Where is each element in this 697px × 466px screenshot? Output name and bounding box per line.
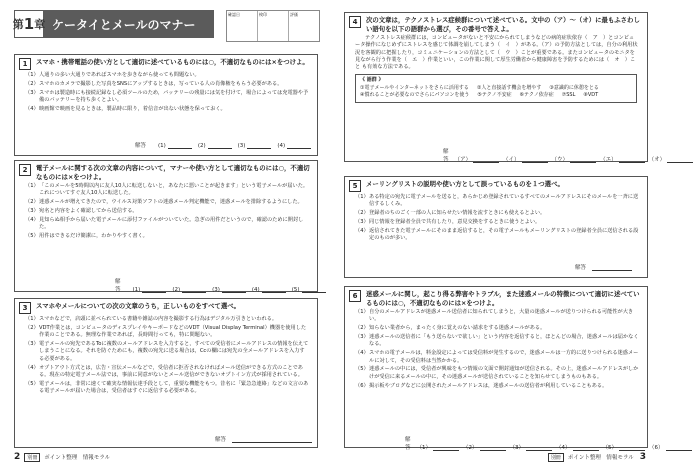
word-option: ②人と直接話す機会を増やす	[476, 84, 542, 91]
answer-label: 解答	[575, 265, 587, 271]
question-prompt: 電子メールに関する次の文章の内容について，マナーや使い方として適切なものには○，不適切なものには×をつけよ。	[36, 164, 310, 181]
list-item: （5） 迷惑メールの中には，受信者が興味をもつ情報の文面で開封通知が送信される。その上，迷惑メールアドレスがしかけが受信に来るメールの中に，その迷惑メールが送信されていることを知らせてしまうものもある。	[355, 366, 639, 380]
footer-label: ポイント整理 情報モラル	[44, 455, 111, 461]
page-footer	[544, 452, 646, 462]
question-prompt: スマホやメールについての次の文章のうち，正しいものをすべて選べ。	[36, 302, 240, 310]
answer-field[interactable]	[573, 443, 599, 451]
chapter-badge	[14, 10, 44, 38]
list-item: （2） VDT作業とは，コンピュータのディスプレイやキーボードなどのVDT（Visual Display Terminal）機器を使用した作業のことである。無理な作業であれば，長時間行っても，特に問題ない。	[25, 324, 307, 339]
answer-field[interactable]	[208, 141, 232, 149]
list-item: （4） オプトアウト方式とは，広告・宣伝メールなどで，受信者に拒否されなければメール送信ができる方式のことである。現在の特定電子メール法では，事前に同意がないとメール送信ができないオプトイン方式が採用されている。	[25, 364, 303, 378]
answer-row	[575, 263, 632, 271]
footer-tag: 別冊	[548, 453, 564, 462]
question-number: 2	[19, 164, 31, 176]
answer-field[interactable]	[433, 443, 459, 451]
list-item: （6） 掲示板やブログなどに公開されたメールアドレスは，迷惑メールの送信者が利用していることもある。	[355, 382, 608, 389]
stamp-cell: 検印	[258, 11, 289, 41]
footer-label: ポイント整理 情報モラル	[567, 455, 634, 461]
answer-label: 解答	[135, 143, 147, 149]
question-5	[344, 176, 648, 278]
check-box	[226, 10, 320, 42]
list-item: （3） 電子メールの宛先であるToに複数のメールアドレスを入力すると，すべての受信者にメールアドレスの情報を伝えてしまうことになる。それを防ぐためにも，複数の宛先に送る場合は，Ccの欄には宛先の全メールアドレスを入力する必要がある。	[25, 341, 309, 362]
answer-row: 解答 （ア） （イ） （ウ） （エ） （オ）	[443, 147, 697, 163]
list-item: （4） スマホの電子メールは，料金設定によっては受信料が発生するので，迷惑メールは一方的に送りつけられる迷惑メールに対して，その受信料は当然かかる。	[355, 350, 639, 364]
answer-field[interactable]	[473, 155, 499, 163]
answer-label: 解答	[215, 437, 227, 443]
chapter-number: 1	[23, 15, 35, 33]
answer-field[interactable]	[522, 155, 548, 163]
list-item: （1） スマホなどで，店頭に並べられている書籍や雑誌の内容を撮影する行為はデジタル万引きといわれる。	[25, 316, 278, 322]
answer-row: 解答 （1） （2） （3） （4） （5） （6）	[405, 435, 696, 451]
word-group	[355, 74, 637, 103]
list-item: （4） 見知らぬ相手から届いた電子メールに添付ファイルがついていた。急ぎの用件だというので，確認のために開封した。	[25, 216, 304, 231]
answer-field[interactable]	[247, 141, 271, 149]
answer-field[interactable]	[142, 285, 166, 293]
list-item: （2） 迷惑メールが増えてきたので，ウイルス対策ソフトの迷惑メール判定機能で，迷惑メールを排除するようにした。	[25, 199, 303, 206]
list-item: （1） 人通りの多い大通りであればスマホを歩きながら使っても問題ない。	[25, 72, 200, 78]
answer-field[interactable]	[570, 155, 596, 163]
word-option: ⑧VDT	[583, 92, 599, 99]
answer-label: 解答	[115, 279, 121, 293]
answer-field[interactable]	[619, 155, 645, 163]
answer-field[interactable]	[480, 443, 506, 451]
answer-field[interactable]	[168, 141, 192, 149]
question-1	[14, 54, 318, 156]
answer-field[interactable]	[222, 285, 246, 293]
list-item: （5） 電子メールは，非常に速くて確実な情報伝達手段として，重要な機能をもつ。昔名に「緊急急連絡」などの文言のある電子メールが届いた場合は，受信者はすぐに返信する必要がある。	[25, 380, 309, 395]
answer-field[interactable]	[592, 263, 632, 271]
answer-field[interactable]	[232, 435, 312, 443]
question-4	[344, 12, 666, 163]
answer-label: 解答	[405, 437, 411, 451]
word-option: ⑥テクノ依存症	[519, 92, 554, 99]
chapter-header	[14, 10, 214, 38]
answer-field[interactable]	[666, 443, 692, 451]
list-item: （1） 「このメールを5時間以内に友人10人に転送しないと，あなたに悪いことが起きます」という電子メールが届いた。これについてすぐ友人10人に転送した。	[25, 183, 309, 197]
answer-field[interactable]	[182, 285, 206, 293]
list-item: （3） 宛名と内容をよく確認してから送信する。	[25, 208, 138, 215]
question-2	[14, 160, 318, 292]
list-item: （2） スマホのカメラで撮影した写真をSNSにアップするときは，写っている人の肖像権をもらう必要がある。	[25, 80, 283, 87]
word-option: ③意識的に休憩をとる	[549, 84, 599, 91]
answer-field[interactable]	[619, 443, 645, 451]
right-page	[330, 0, 666, 466]
question-6	[344, 286, 664, 451]
question-number: 4	[349, 16, 361, 28]
question-prompt: 迷惑メールに関し，起こり得る弊害やトラブル，また迷惑メールの特徴について適切に述べているものには○，不適切なものには×をつけよ。	[366, 290, 640, 307]
grade-cell: 評価	[290, 12, 298, 17]
list-item: （5） 用件はできるだけ簡潔に，わかりやすく書く。	[25, 233, 148, 240]
page-footer	[14, 452, 110, 462]
question-paragraph: テクノストレス症候群には，コンピュータがないと不安にかられてしまうなどの病的症状依存（ ア ）とコンピュータ操作になじめずにストレスを感じて体調を崩してしまう（ イ ）がある。（ア）の予防方法としては，自分の利用状況を客観的に把握したり，コミュニケーションの方法として（ ウ ）ことが重要である。またコンピュータのモニタを見ながら行う作業を（ エ ）作業といい，この作業に関して厚生労働省から健康障害を予防するためには（ オ ）こと も有効な方法である。	[355, 35, 638, 71]
answer-field[interactable]	[262, 285, 286, 293]
page-number: 3	[639, 452, 646, 462]
answer-row	[215, 435, 312, 443]
left-page	[0, 0, 331, 466]
list-item: （1） ある特定の宛先に電子メールを送ると，あらかじめ登録されているすべてのメールアドレスにそのメールを一斉に送信するしくみ。	[355, 194, 639, 208]
word-group-title: 《 語群 》	[360, 77, 384, 84]
question-number: 1	[19, 58, 31, 70]
footer-tag: 別冊	[24, 453, 40, 462]
list-item: （2） 登録者のちのごく一部の人に知らせたい情報を流すときにも使えるとよい。	[355, 210, 546, 217]
list-item: （3） 同じ情報を登録者全員で共有したり，意見交換をするときに使うとよい。	[355, 219, 541, 226]
question-3	[14, 298, 318, 448]
list-item: （1） 自分のメールアドレスが迷惑メール送信者に知られてしまうと，大量の迷惑メールが送りつけられる可能性が大きい。	[355, 309, 634, 323]
list-item: （3） スマホは製造時にも接続記録なし必須ツールのため，バッテリーの残量には気を付けて，場合によっては充電器や予備のバッテリーを持ち歩くとよい。	[25, 89, 309, 104]
answer-label: 解答	[443, 149, 449, 163]
answer-field[interactable]	[667, 155, 693, 163]
question-number: 3	[19, 302, 31, 314]
question-prompt: 次の文章は，テクノストレス症候群について述べている。文中の（ア）～（オ）に最もふさわしい語句を以下の語群から選び，その番号で答えよ。	[366, 16, 640, 33]
list-item: （4） 返信されてきた電子メールにそのまま返信すると，その電子メールもメーリングリストの登録者全員に送信される設定のものが多い。	[355, 227, 639, 242]
chapter-label: 第	[12, 18, 24, 31]
question-prompt: スマホ・携帯電話の使い方として適切に述べているものには○，不適切なものには×をつけよ。	[36, 58, 309, 66]
answer-field[interactable]	[526, 443, 552, 451]
question-number: 5	[349, 180, 361, 192]
word-option: ①電子メールやインターネットをさらに活用する	[360, 84, 469, 91]
word-option: ⑦SSL	[561, 92, 576, 99]
list-item: （4） 映画館で映画を見るときは，製品時に限り，着信音が出ない状態を保っておく。	[25, 105, 226, 112]
chapter-title: ケータイとメールのマナー	[52, 17, 196, 32]
answer-field[interactable]	[287, 141, 311, 149]
list-item: （2） 知らない業者から，まったく身に覚えのない請求をする迷惑メールがある。	[355, 325, 546, 332]
check-date-cell: 確認日	[227, 11, 258, 41]
question-prompt: メーリングリストの説明や使い方として誤っているものを１つ選べ。	[366, 180, 564, 188]
word-option: ⑤テクノ不安症	[477, 92, 512, 99]
question-number: 6	[349, 290, 361, 302]
answer-field[interactable]	[302, 285, 326, 293]
chapter-suffix: 章	[34, 18, 46, 31]
answer-row: 解答 (1) (2) (3) (4)	[135, 141, 311, 149]
list-item: （3） 迷惑メールの送信者に「もう送らないで欲しい」という内容を返信すると，ほとんどの場合，迷惑メールは届かなくなる。	[355, 334, 639, 348]
word-option: ④慣れることが必要なのでさらにパソコンを使う	[360, 92, 470, 99]
page-number: 2	[14, 452, 21, 462]
answer-row: 解答 (1) (2) (3) (4) (5)	[115, 277, 326, 293]
